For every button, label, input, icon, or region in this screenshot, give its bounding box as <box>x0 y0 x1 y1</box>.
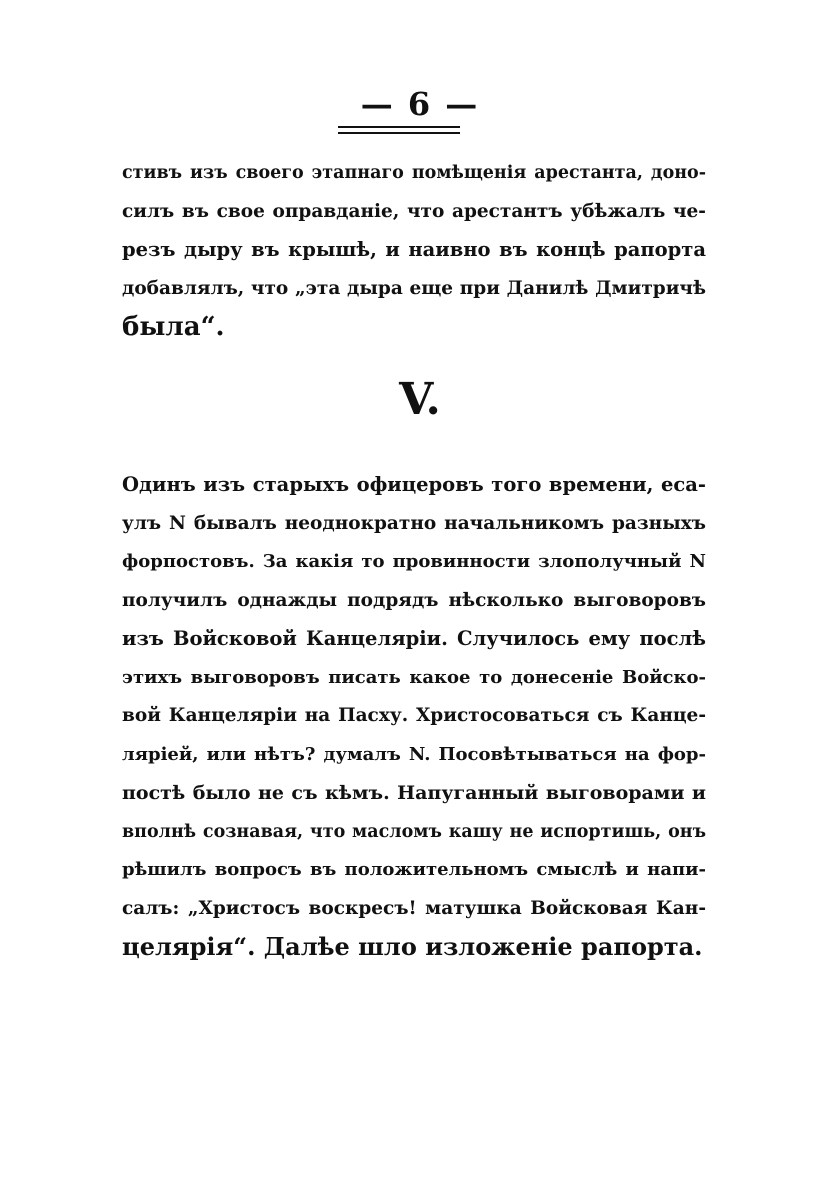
text-line: улъ N бывалъ неоднократно начальникомъ разныхъ <box>122 512 706 534</box>
text-line: рѣшилъ вопросъ въ положительномъ смыслѣ и напи- <box>122 859 706 880</box>
text-line: была“. <box>122 312 225 342</box>
text-line: этихъ выговоровъ писать какое то донесеніе Войско- <box>122 666 706 688</box>
text-line: ляріей, или нѣтъ? думалъ N. Посовѣтываться на фор- <box>122 743 706 765</box>
paragraph-chapter-five <box>122 466 706 967</box>
text-line: добавлялъ, что „эта дыра еще при Данилѣ Дмитричѣ <box>122 277 706 299</box>
text-line: салъ: „Христосъ воскресъ! матушка Войсковая Кан- <box>122 897 706 919</box>
text-line: вполнѣ сознавая, что масломъ кашу не испортишь, онъ <box>122 821 706 842</box>
text-line: постѣ было не съ кѣмъ. Напуганный выговорами и <box>122 782 706 804</box>
text-line: стивъ изъ своего этапнаго помѣщенія арестанта, доно- <box>122 163 706 183</box>
running-head <box>0 86 840 122</box>
text-line: силъ въ свое оправданіе, что арестантъ убѣжалъ че- <box>122 200 706 222</box>
page-number: — 6 — <box>360 85 480 123</box>
header-rule-lower <box>338 132 460 134</box>
text-line: вой Канцеляріи на Пасху. Христосоваться съ Канце- <box>122 705 706 726</box>
header-rule-upper <box>338 126 460 128</box>
text-line: получилъ однажды подрядъ нѣсколько выговоровъ <box>122 589 706 611</box>
text-line: Одинъ изъ старыхъ офицеровъ того времени, еса- <box>122 473 706 496</box>
text-line: резъ дыру въ крышѣ, и наивно въ концѣ рапорта <box>122 238 706 261</box>
text-line: изъ Войсковой Канцеляріи. Случилось ему послѣ <box>122 627 706 650</box>
paragraph-continued <box>122 154 706 347</box>
text-line: форпостовъ. За какія то провинности злополучный N <box>122 551 706 572</box>
text-line: целярія“. Далѣе шло изложеніе рапорта. <box>122 932 703 961</box>
chapter-heading: V. <box>399 374 441 425</box>
